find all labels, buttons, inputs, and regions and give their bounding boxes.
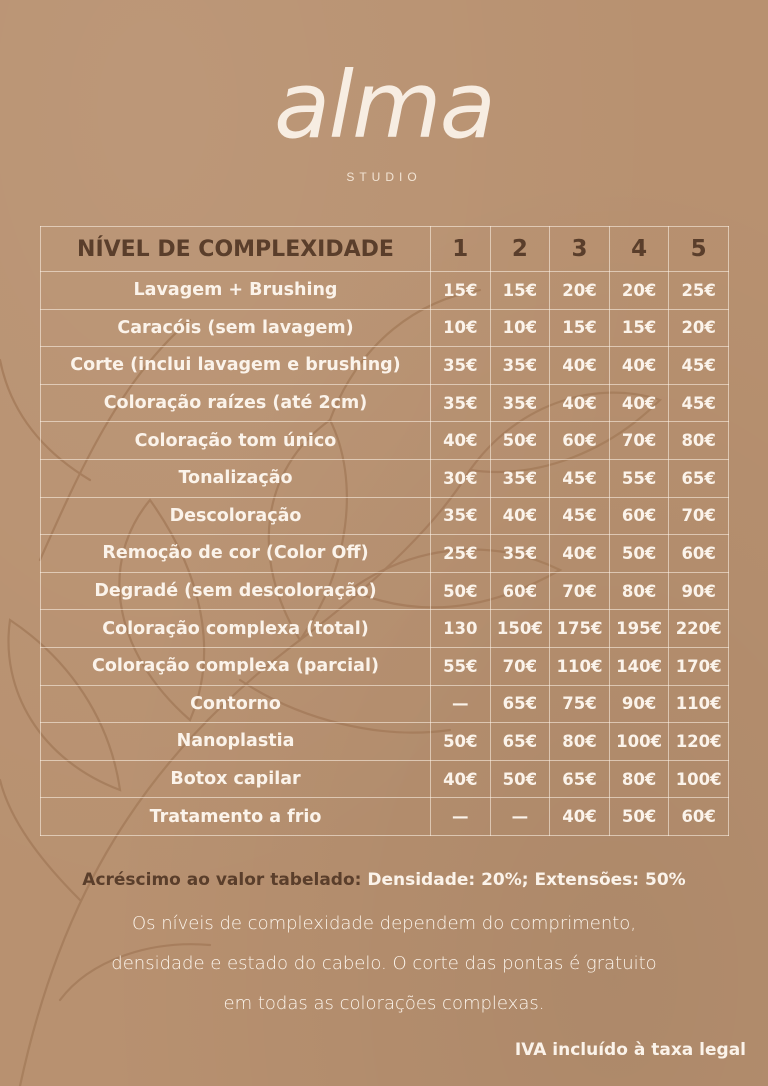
price-cell: 45€ (550, 497, 610, 535)
price-cell: 100€ (669, 760, 729, 798)
price-cell: 30€ (431, 459, 491, 497)
price-table-body (41, 272, 729, 836)
price-cell: 70€ (490, 647, 550, 685)
price-cell: 70€ (669, 497, 729, 535)
price-cell: 15€ (550, 309, 610, 347)
table-row (41, 685, 729, 723)
service-name: Coloração complexa (parcial) (41, 647, 431, 685)
price-cell: 20€ (609, 272, 669, 310)
price-cell: 40€ (431, 422, 491, 460)
table-row (41, 535, 729, 573)
service-name: Tratamento a frio (41, 798, 431, 836)
price-cell: 110€ (669, 685, 729, 723)
table-row (41, 610, 729, 648)
price-cell: 170€ (669, 647, 729, 685)
table-row (41, 272, 729, 310)
price-cell: 55€ (609, 459, 669, 497)
brand-name: alma (274, 52, 494, 159)
price-cell: 35€ (490, 535, 550, 573)
price-cell: 45€ (669, 347, 729, 385)
table-header-row (41, 227, 729, 272)
price-cell: 40€ (550, 798, 610, 836)
service-name: Nanoplastia (41, 723, 431, 761)
table-row (41, 647, 729, 685)
price-cell: 110€ (550, 647, 610, 685)
service-name: Contorno (41, 685, 431, 723)
service-name: Corte (inclui lavagem e brushing) (41, 347, 431, 385)
level-header: 1 (431, 227, 491, 272)
price-cell: 40€ (550, 347, 610, 385)
price-cell: 35€ (490, 459, 550, 497)
table-row (41, 384, 729, 422)
price-cell: 65€ (550, 760, 610, 798)
price-cell: 50€ (431, 723, 491, 761)
price-cell: 45€ (550, 459, 610, 497)
price-cell: 50€ (490, 760, 550, 798)
price-cell: 10€ (490, 309, 550, 347)
service-name: Coloração raízes (até 2cm) (41, 384, 431, 422)
price-cell: 130 (431, 610, 491, 648)
price-cell: 65€ (490, 723, 550, 761)
price-cell: 60€ (609, 497, 669, 535)
price-cell: 100€ (609, 723, 669, 761)
table-row (41, 723, 729, 761)
price-cell: — (490, 798, 550, 836)
price-cell: 35€ (431, 384, 491, 422)
price-cell: 90€ (669, 572, 729, 610)
service-name: Lavagem + Brushing (41, 272, 431, 310)
service-name: Remoção de cor (Color Off) (41, 535, 431, 573)
table-row (41, 422, 729, 460)
price-table (40, 226, 729, 836)
price-cell: 25€ (669, 272, 729, 310)
note-line: Os níveis de complexidade dependem do comprimento, (131, 913, 637, 934)
price-cell: 15€ (490, 272, 550, 310)
price-cell: 35€ (431, 347, 491, 385)
table-row (41, 459, 729, 497)
service-name: Degradé (sem descoloração) (41, 572, 431, 610)
brand-logo (0, 52, 768, 184)
price-cell: — (431, 685, 491, 723)
price-cell: 80€ (669, 422, 729, 460)
service-name: Coloração complexa (total) (41, 610, 431, 648)
price-cell: 60€ (490, 572, 550, 610)
service-name: Botox capilar (41, 760, 431, 798)
price-cell: 80€ (609, 760, 669, 798)
price-cell: 150€ (490, 610, 550, 648)
price-cell: 65€ (669, 459, 729, 497)
price-cell: — (431, 798, 491, 836)
table-row (41, 309, 729, 347)
price-cell: 40€ (550, 384, 610, 422)
note-line: em todas as colorações complexas. (223, 993, 545, 1014)
surcharge-value: Densidade: 20%; Extensões: 50% (367, 870, 686, 890)
service-name: Coloração tom único (41, 422, 431, 460)
table-row (41, 798, 729, 836)
price-cell: 195€ (609, 610, 669, 648)
service-name: Caracóis (sem lavagem) (41, 309, 431, 347)
price-cell: 220€ (669, 610, 729, 648)
price-cell: 20€ (669, 309, 729, 347)
vat-notice: IVA incluído à taxa legal (514, 1040, 746, 1060)
price-cell: 40€ (609, 347, 669, 385)
table-row (41, 760, 729, 798)
price-cell: 70€ (609, 422, 669, 460)
table-row (41, 347, 729, 385)
level-header: 5 (669, 227, 729, 272)
price-cell: 70€ (550, 572, 610, 610)
price-cell: 35€ (490, 384, 550, 422)
price-cell: 140€ (609, 647, 669, 685)
service-name: Tonalização (41, 459, 431, 497)
price-cell: 75€ (550, 685, 610, 723)
price-cell: 65€ (490, 685, 550, 723)
price-cell: 40€ (431, 760, 491, 798)
surcharge-line (0, 870, 768, 890)
price-cell: 60€ (550, 422, 610, 460)
price-cell: 50€ (490, 422, 550, 460)
price-cell: 80€ (609, 572, 669, 610)
price-cell: 40€ (490, 497, 550, 535)
price-cell: 175€ (550, 610, 610, 648)
service-name: Descoloração (41, 497, 431, 535)
price-cell: 15€ (431, 272, 491, 310)
price-cell: 35€ (431, 497, 491, 535)
price-cell: 25€ (431, 535, 491, 573)
price-cell: 15€ (609, 309, 669, 347)
price-cell: 45€ (669, 384, 729, 422)
complexity-header: NÍVEL DE COMPLEXIDADE (41, 227, 431, 272)
note-line: densidade e estado do cabelo. O corte das pontas é gratuito (111, 953, 657, 974)
price-cell: 50€ (609, 798, 669, 836)
level-header: 2 (490, 227, 550, 272)
price-cell: 40€ (550, 535, 610, 573)
complexity-note (40, 904, 728, 1024)
price-cell: 60€ (669, 535, 729, 573)
price-cell: 40€ (609, 384, 669, 422)
price-cell: 50€ (609, 535, 669, 573)
price-cell: 120€ (669, 723, 729, 761)
price-cell: 20€ (550, 272, 610, 310)
price-cell: 60€ (669, 798, 729, 836)
price-cell: 80€ (550, 723, 610, 761)
brand-sub: STUDIO (346, 170, 422, 184)
level-header: 3 (550, 227, 610, 272)
price-cell: 10€ (431, 309, 491, 347)
table-row (41, 572, 729, 610)
table-row (41, 497, 729, 535)
price-cell: 35€ (490, 347, 550, 385)
price-cell: 90€ (609, 685, 669, 723)
level-header: 4 (609, 227, 669, 272)
surcharge-label: Acréscimo ao valor tabelado: (82, 870, 362, 890)
price-cell: 50€ (431, 572, 491, 610)
price-cell: 55€ (431, 647, 491, 685)
